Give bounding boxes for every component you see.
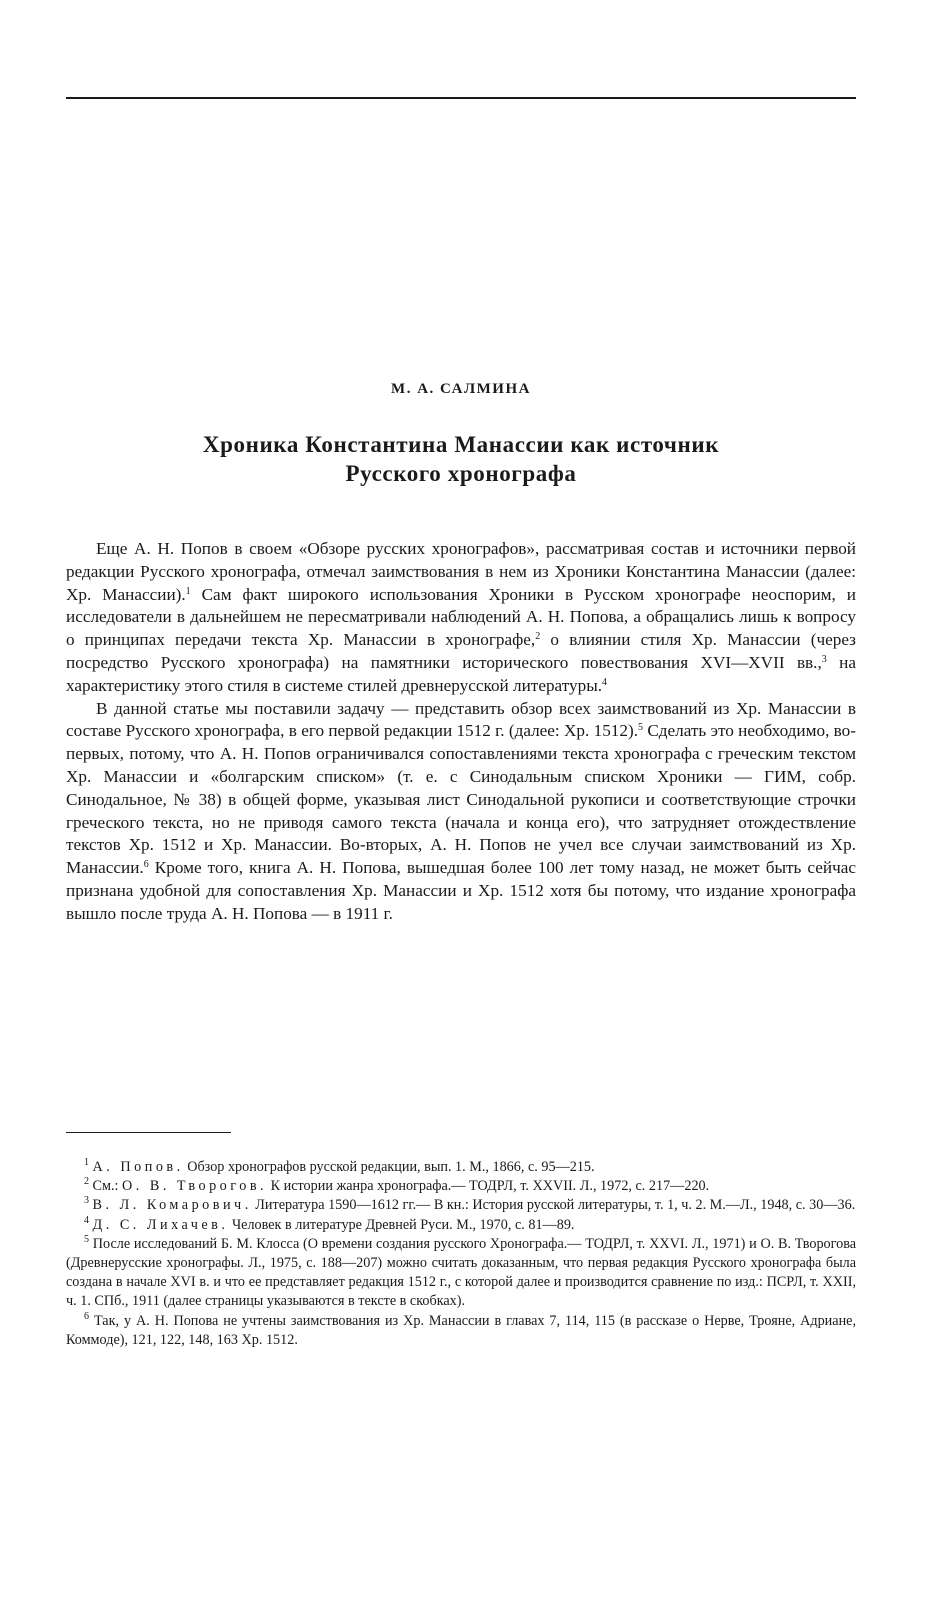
article-author: М. А. САЛМИНА [391, 381, 531, 397]
paragraph-text: о влиянии стиля Хр. Манассии (через посредство Русского хронографа) на памятники исторического повествования XVI—XVII вв., [66, 630, 856, 672]
footnote-author: О. В. Творогов. [122, 1178, 268, 1195]
footnotes [66, 1158, 856, 1350]
footnote-ref-3: 3 [821, 653, 827, 665]
footnote-ref-1: 1 [185, 585, 191, 597]
footnote-ref-6: 6 [143, 859, 149, 871]
footnote-rule [66, 1132, 231, 1133]
footnote-ref-5: 5 [638, 722, 644, 734]
article-title [66, 430, 856, 488]
paragraph-1 [66, 538, 856, 698]
footnote-2 [66, 1177, 856, 1196]
title-line-1: Хроника Константина Манассии как источник [202, 432, 720, 457]
footnote-text: Так, у А. Н. Попова не учтены заимствования из Хр. Манассии в главах 7, 114, 115 (в рассказе о Нерве, Трояне, Адриане, Коммоде), 121, 122, 148, 163 Хр. 1512. [66, 1312, 857, 1348]
paragraph-text: Сделать это необходимо, во-первых, потому, что А. Н. Попов ограничивался сопоставлениями текста хронографа с греческим текстом Хр. Манассии и «болгарским списком» (т. е. с Синодальным списком Хроники — ГИМ, собр. Синодальное, № 38) в общей форме, указывая лист Синодальной рукописи и соответствующие строчки греческого текста, но не приводя самого текста (начала и конца его), что затрудняет отождествление текстов Хр. 1512 и Хр. Манассии. Во-вторых, А. Н. Попов не учел все случаи заимствований из Хр. Манассии. [66, 721, 856, 878]
top-rule [66, 97, 856, 99]
article-body [66, 538, 856, 926]
paragraph-text: Сам факт широкого использования Хроники в Русском хронографе неоспорим, и исследователи в дальнейшем не пересматривали наблюдений А. Н. Попова, а обращались лишь к вопросу о принципах передачи текста Хр. Манассии в хронографе, [66, 584, 856, 650]
footnote-number: 3 [84, 1195, 89, 1207]
footnote-ref-4: 4 [602, 676, 608, 688]
footnote-author: В. Л. Комарович. [92, 1197, 252, 1214]
footnote-6 [66, 1312, 856, 1350]
footnote-text: Человек в литературе Древней Руси. М., 1970, с. 81—89. [228, 1216, 575, 1233]
paragraph-2 [66, 698, 856, 926]
footnote-text: К истории жанра хронографа.— ТОДРЛ, т. XXVII. Л., 1972, с. 217—220. [267, 1178, 710, 1195]
footnote-4 [66, 1216, 856, 1235]
footnote-author: А. Попов. [92, 1159, 184, 1175]
footnote-text: Литература 1590—1612 гг.— В кн.: История русской литературы, т. 1, ч. 2. М.—Л., 1948, с. 30—36. [251, 1197, 856, 1214]
paragraph-text: на характеристику этого стиля в системе стилей древнерусской литературы. [66, 652, 856, 695]
footnote-1 [66, 1158, 856, 1177]
footnote-author: Д. С. Лихачев. [92, 1216, 229, 1233]
footnote-3 [66, 1196, 856, 1215]
paragraph-text: Кроме того, книга А. Н. Попова, вышедшая более 100 лет тому назад, не может быть сейчас признана удобной для сопоставления Хр. Манассии и Хр. 1512 хотя бы потому, что издание хронографа вышло после труда А. Н. Попова — в 1911 г. [66, 858, 856, 923]
title-line-2: Русского хронографа [345, 461, 577, 486]
footnote-text: Обзор хронографов русской редакции, вып. 1. М., 1866, с. 95—215. [183, 1159, 595, 1175]
footnote-ref-2: 2 [535, 631, 541, 643]
footnote-number: 6 [84, 1310, 89, 1322]
footnote-text: После исследований Б. М. Клосса (О времени создания русского Хронографа.— ТОДРЛ, т. XXVI. Л., 1971) и О. В. Творогова (Древнерусские хронографы. Л., 1975, с. 188—207) можно считать доказанным, что первая редакция Русского хронографа была создана в начале XVI в. и что ее представляет редакция 1512 г., с которой далее и производится сравнение по изд.: ПСРЛ, т. XXII, ч. 1. СПб., 1911 (далее страницы указываются в тексте в скобках). [66, 1235, 856, 1310]
footnote-number: 5 [84, 1233, 89, 1245]
footnote-5 [66, 1235, 856, 1312]
paragraph-text: В данной статье мы поставили задачу — представить обзор всех заимствований из Хр. Манассии в составе Русского хронографа, в его первой редакции 1512 г. (далее: Хр. 1512). [66, 698, 856, 741]
footnote-number: 1 [84, 1157, 89, 1168]
footnote-number: 4 [84, 1214, 89, 1226]
paragraph-text: Еще А. Н. Попов в своем «Обзоре русских хронографов», рассматривая состав и источники первой редакции Русского хронографа, отмечал заимствования в нем из Хроники Константина Манассии (далее: Хр. Манассии). [66, 539, 856, 604]
footnote-number: 2 [84, 1176, 89, 1188]
footnote-prefix: См.: [92, 1178, 123, 1195]
